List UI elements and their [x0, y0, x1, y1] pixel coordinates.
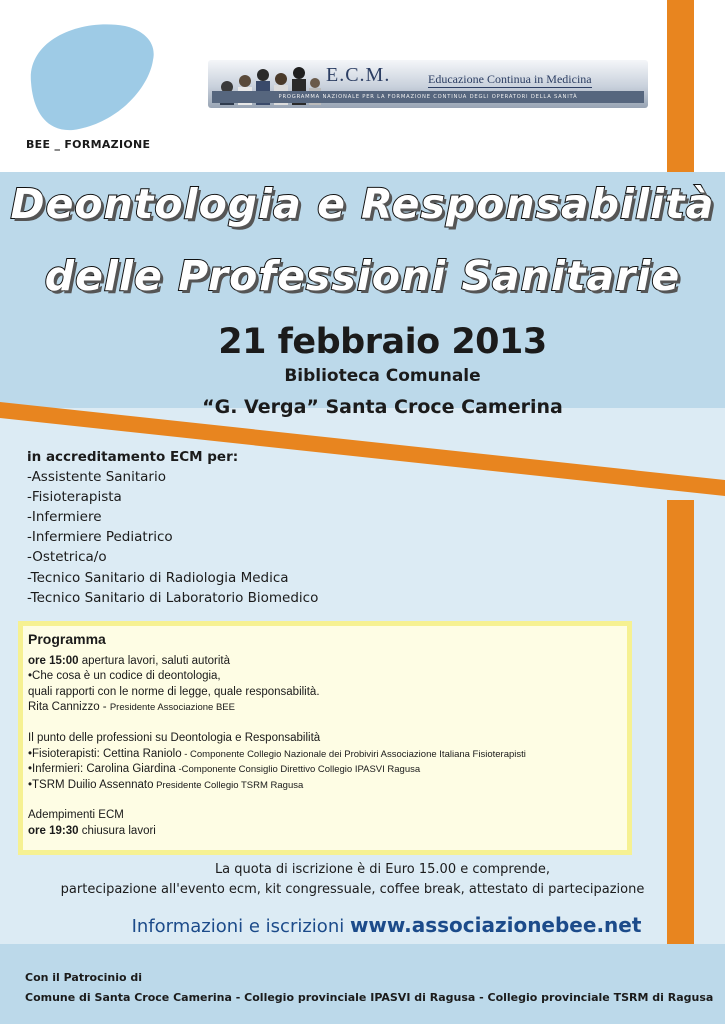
list-item: -Tecnico Sanitario di Laboratorio Biomedico — [27, 589, 319, 606]
panelist1-role: - Componente Collegio Nazionale dei Probiviri Associazione Italiana Fisioterapisti — [181, 748, 526, 760]
list-item: -Infermiere Pediatrico — [27, 529, 173, 546]
venue-line2: “G. Verga” Santa Croce Camerina — [202, 396, 563, 418]
opening-time: ore 15:00 — [28, 654, 79, 667]
orange-vertical-bar-bottom — [667, 500, 694, 944]
program-content — [28, 632, 526, 840]
program-closing — [28, 824, 526, 840]
program-panelist1 — [28, 747, 526, 763]
fee-line2: partecipazione all'evento ecm, kit congressuale, coffee break, attestato di partecipazione — [60, 882, 645, 897]
list-item: -Fisioterapista — [27, 489, 122, 506]
ecm-subtitle: Educazione Continua in Medicina — [428, 72, 592, 86]
program-heading: Programma — [28, 631, 106, 647]
program-panelist2 — [28, 762, 526, 778]
website-link[interactable]: www.associazionebee.net — [349, 913, 642, 937]
ecm-strip: PROGRAMMA NAZIONALE PER LA FORMAZIONE CONTINUA DEGLI OPERATORI DELLA SANITÀ — [212, 91, 644, 103]
venue-line1: Biblioteca Comunale — [284, 366, 481, 386]
event-title-line1: Deontologia e Responsabilità — [10, 180, 715, 228]
info-label: Informazioni e iscrizioni — [131, 916, 350, 937]
closing-time: ore 19:30 — [28, 824, 79, 837]
info-line — [0, 913, 725, 937]
panelist2-role: -Componente Consiglio Direttivo Collegio IPASVI Ragusa — [175, 764, 421, 776]
program-adempimenti: Adempimenti ECM — [28, 809, 124, 822]
spacer — [28, 793, 526, 808]
accreditation-heading: in accreditamento ECM per: — [27, 449, 239, 465]
speaker1-role: Presidente Associazione BEE — [109, 702, 235, 714]
closing-text: chiusura lavori — [78, 824, 156, 837]
program-question1: •Che cosa è un codice di deontologia, — [28, 670, 221, 683]
spacer — [28, 716, 526, 731]
fee-line1: La quota di iscrizione è di Euro 15.00 e comprende, — [214, 862, 551, 877]
ecm-title: E.C.M. — [326, 64, 391, 86]
opening-text: apertura lavori, saluti autorità — [78, 654, 231, 667]
program-question2: quali rapporti con le norme di legge, quale responsabilità. — [28, 685, 320, 698]
program-section2: Il punto delle professioni su Deontologia e Responsabilità — [28, 731, 321, 744]
bee-logo-icon — [25, 20, 157, 132]
panelist1-name: •Fisioterapisti: Cettina Raniolo — [28, 747, 182, 760]
event-date: 21 febbraio 2013 — [218, 322, 547, 362]
patronage-list: Comune di Santa Croce Camerina - Collegio provinciale IPASVI di Ragusa - Collegio provinciale TSRM di Ragusa — [25, 991, 714, 1004]
program-opening — [28, 654, 526, 670]
panelist2-name: •Infermieri: Carolina Giardina — [28, 763, 176, 776]
orange-vertical-bar-top — [667, 0, 694, 172]
event-title-line2: delle Professioni Sanitarie — [44, 252, 681, 300]
program-speaker1 — [28, 700, 526, 716]
list-item: -Tecnico Sanitario di Radiologia Medica — [27, 569, 289, 586]
panelist3-name: •TSRM Duilio Assennato — [28, 778, 154, 791]
panelist3-role: Presidente Collegio TSRM Ragusa — [153, 779, 304, 791]
speaker1-name: Rita Cannizzo - — [28, 701, 110, 714]
list-item: -Assistente Sanitario — [27, 469, 166, 486]
program-box — [18, 621, 632, 855]
patronage-heading: Con il Patrocinio di — [25, 971, 143, 984]
logo-text: BEE _ FORMAZIONE — [26, 138, 151, 151]
accreditation-list — [27, 447, 318, 608]
program-panelist3 — [28, 778, 526, 794]
list-item: -Infermiere — [27, 509, 102, 526]
patronage — [25, 968, 713, 1008]
list-item: -Ostetrica/o — [27, 549, 107, 566]
